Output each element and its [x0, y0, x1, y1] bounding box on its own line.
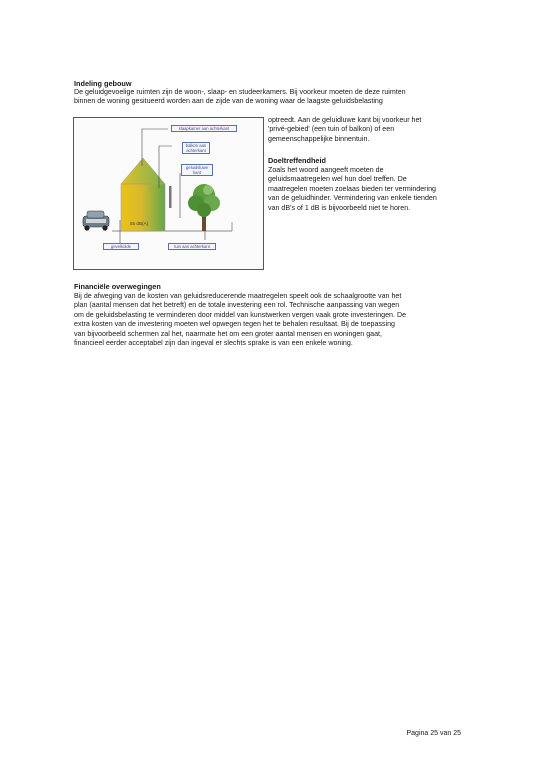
page-number: Pagina 25 van 25 — [406, 730, 461, 737]
financiele-line: Bij de afweging van de kosten van geluidsreducerende maatregelen speelt ook de schaalgrootte van het — [74, 292, 402, 300]
doeltreffendheid-line: Zoals het woord aangeeft moeten de — [268, 166, 384, 174]
house-roof — [121, 158, 165, 184]
heading-financiele-overwegingen: Financiële overwegingen — [74, 282, 161, 291]
label-balkon: balkon aan achterkant — [182, 142, 210, 154]
doeltreffendheid-line: maatregelen moeten zoelaas bieden ter vermindering — [268, 184, 436, 193]
financiele-line: financieel eerder acceptabel zijn dan ingeval er slechts sprake is van een enkele woning. — [74, 339, 353, 348]
intro-paragraph — [74, 88, 406, 107]
label-tuin: tuin aan achterkant — [168, 243, 216, 250]
heading-doeltreffendheid: Doeltreffendheid — [268, 156, 326, 165]
intro-line: binnen de woning gesitueerd worden aan de zijde van de woning waar de laagste geluidsbelasting — [74, 97, 383, 106]
financiele-line: van bijvoorbeeld schermen zal het, naarmate het om een groter aantal mensen en woningen gaat, — [74, 329, 382, 338]
doeltreffendheid-line: van dB's of 1 dB is bijvoorbeeld niet te horen. — [268, 203, 411, 212]
doeltreffendheid-line: van de geluidhinder. Vermindering van enkele tienden — [268, 194, 437, 203]
balcony-post — [169, 186, 172, 208]
financiele-paragraph — [74, 292, 406, 348]
intro-line: De geluidgevoelige ruimten zijn de woon-, slaap- en studeerkamers. Bij voorkeur moeten de deze ruimten — [74, 88, 406, 96]
wrap-line: 'privé-gebied' (een tuin of balkon) of een — [268, 125, 395, 134]
label-slaapkamer: slaapkamer aan achterkant — [171, 125, 237, 132]
building-layout-figure — [73, 117, 264, 270]
wrap-paragraph — [268, 116, 421, 144]
financiele-line: om de geluidsbelasting te verminderen door middel van kunstwerken vergen vaak grote investeringen. De — [74, 310, 407, 319]
doeltreffendheid-line: geluidsmaatregelen wel hun doel treffen. De — [268, 175, 407, 184]
doeltreffendheid-paragraph — [268, 166, 437, 213]
financiele-line: extra kosten van de investering moeten wel opwegen tegen het te behalen resultaat. Bij de toepassing — [74, 320, 396, 329]
label-geluidsluwe-kant: geluidsluwe kant — [181, 164, 213, 176]
label-db-level: 55 dB(A) — [130, 221, 149, 226]
heading-indeling-gebouw: Indeling gebouw — [74, 79, 132, 88]
financiele-line: plan (aantal mensen dat het betreft) en de totale investering een rol. Technische aanpassing van wegen — [74, 301, 400, 310]
wrap-line: optreedt. Aan de geluidluwe kant bij voorkeur het — [268, 116, 422, 124]
label-gevelkolde: gevelkolde — [103, 243, 139, 250]
wrap-line: gemeenschappelijke binnentuin. — [268, 134, 370, 143]
